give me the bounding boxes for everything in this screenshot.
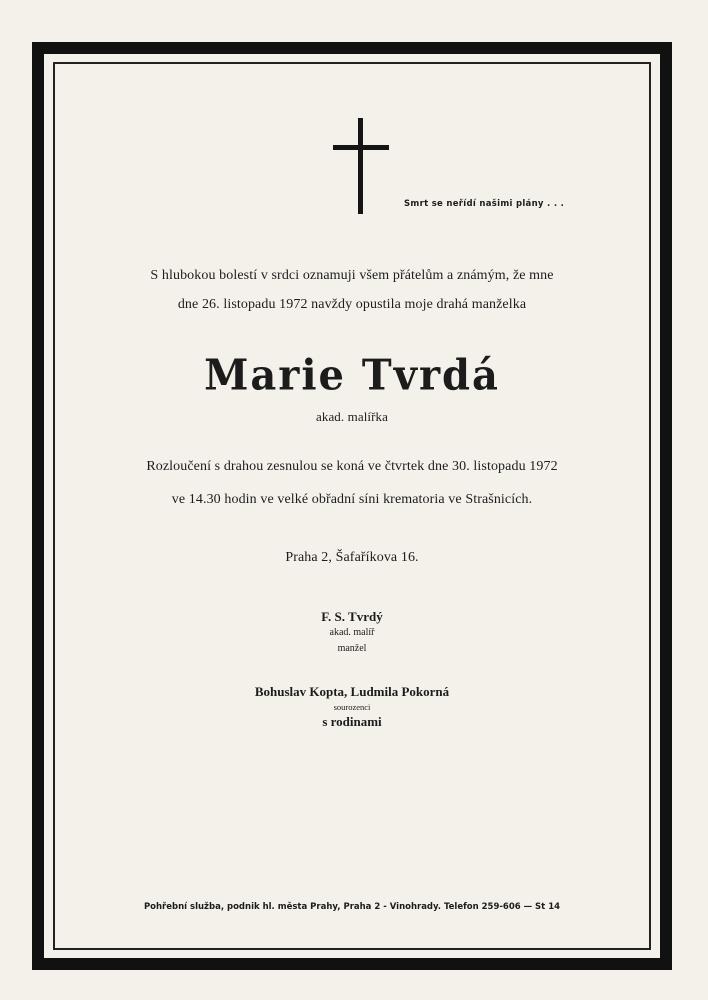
address: Praha 2, Šafaříkova 16. [285, 550, 419, 565]
signatory-1-title: akad. malíř [329, 627, 375, 638]
motto: Smrt se neřídí našimi plány . . . [404, 199, 565, 209]
cross-icon [333, 118, 389, 214]
signatory-2-relation: sourozenci [333, 702, 371, 712]
signatory-1-name: F. S. Tvrdý [321, 609, 383, 624]
signatory-1-relation: manžel [337, 643, 367, 654]
signatory-2-names: Bohuslav Kopta, Ludmila Pokorná [254, 684, 450, 699]
announcement-line-1: S hlubokou bolestí v srdci oznamuji všem přátelům a známým, že mne [150, 268, 554, 283]
announcement-line-2: dne 26. listopadu 1972 navždy opustila moje drahá manželka [177, 297, 527, 312]
footer-funeral-service: Pohřební služba, podnik hl. města Prahy, Praha 2 - Vinohrady. Telefon 259-606 — St 14 [143, 902, 561, 912]
deceased-name: Marie Tvrdá [204, 350, 500, 401]
signatory-2-extra: s rodinami [322, 714, 382, 729]
deceased-title: akad. malířka [315, 409, 389, 424]
farewell-line-1: Rozloučení s drahou zesnulou se koná ve čtvrtek dne 30. listopadu 1972 [146, 459, 558, 474]
farewell-line-2: ve 14.30 hodin ve velké obřadní síni krematoria ve Strašnicích. [171, 492, 533, 507]
